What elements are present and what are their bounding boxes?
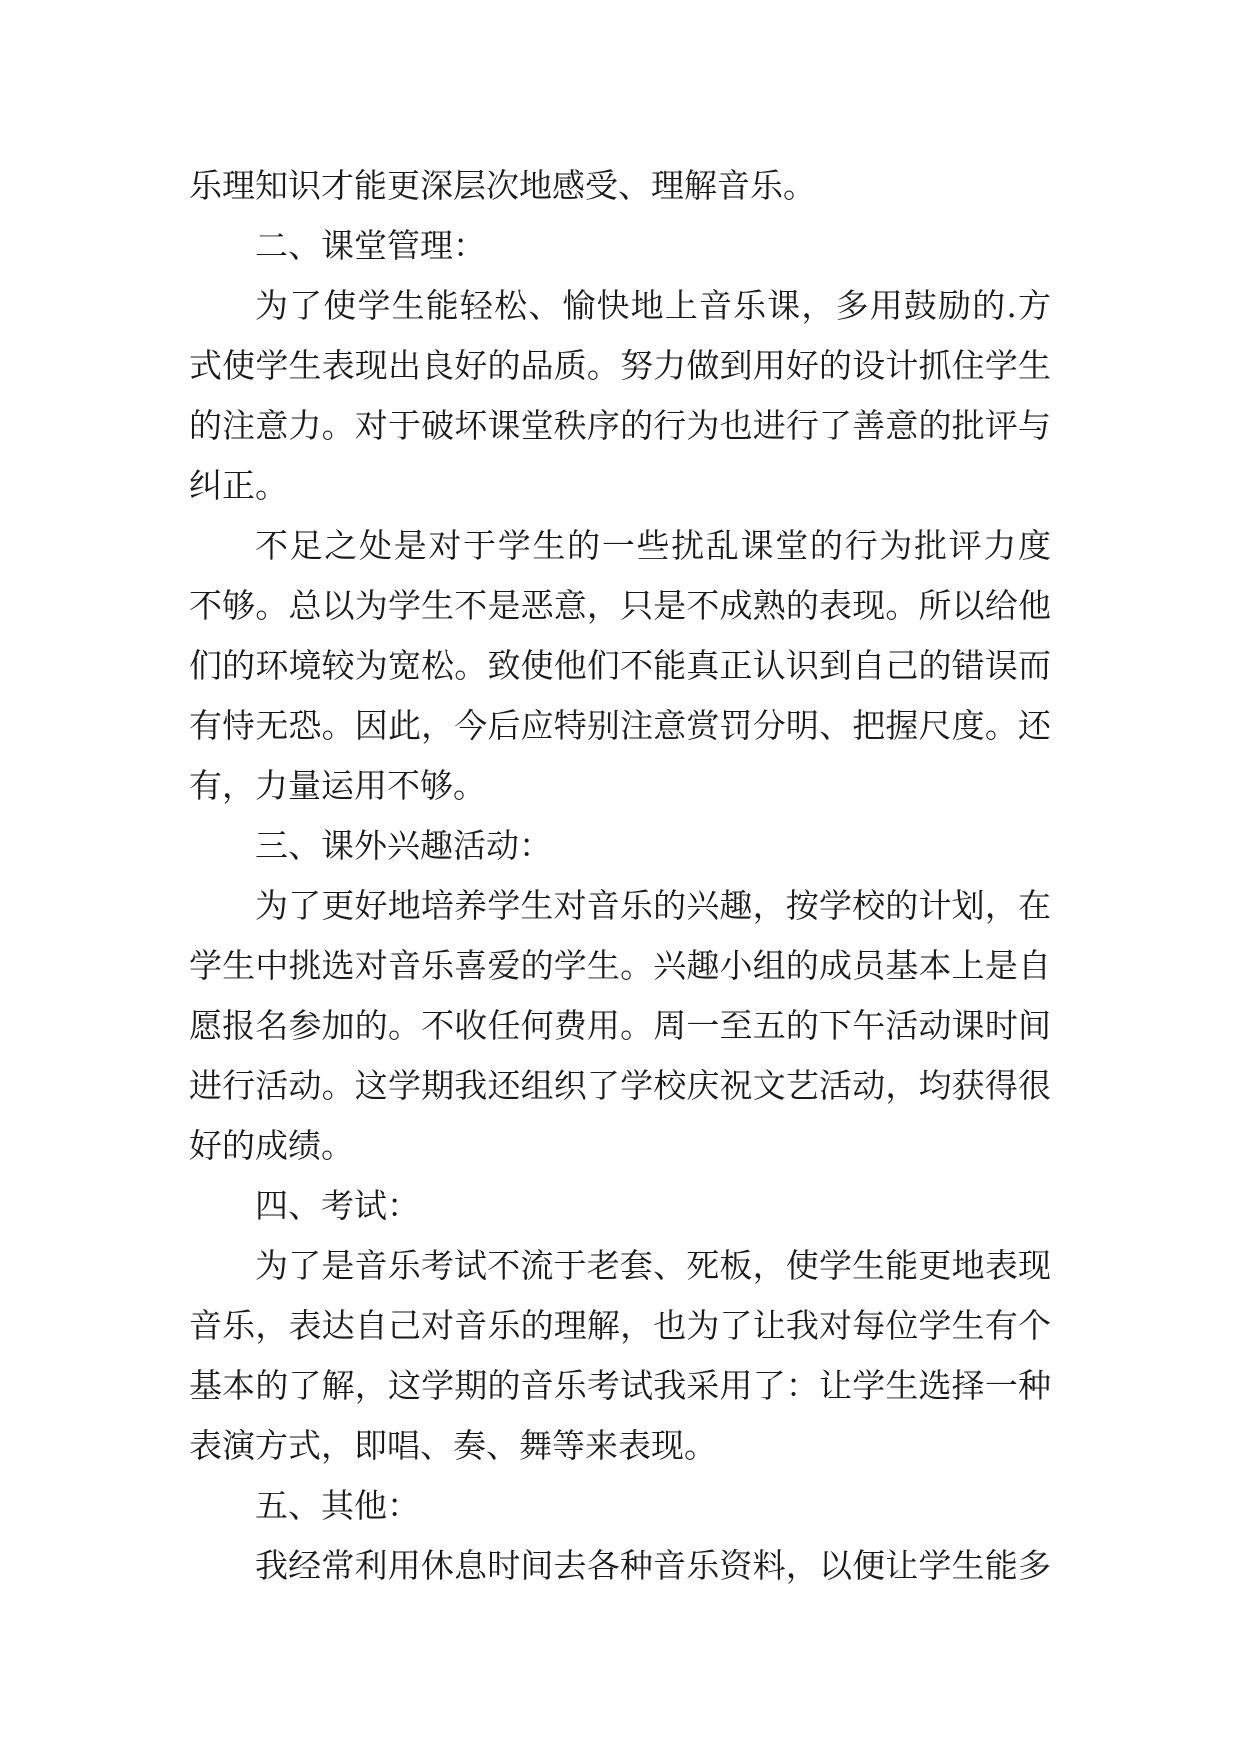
text-line: 有恃无恐。因此，今后应特别注意赏罚分明、把握尺度。还 xyxy=(189,706,1051,745)
text-line: 音乐，表达自己对音乐的理解，也为了让我对每位学生有个 xyxy=(189,1306,1051,1345)
text-line: 为了使学生能轻松、愉快地上音乐课，多用鼓励的.方 xyxy=(255,286,1051,325)
text-line: 我经常利用休息时间去各种音乐资料，以便让学生能多 xyxy=(255,1546,1051,1585)
text-line: 二、课堂管理： xyxy=(255,226,486,265)
text-line: 式使学生表现出良好的品质。努力做到用好的设计抓住学生 xyxy=(189,346,1051,385)
text-line: 进行活动。这学期我还组织了学校庆祝文艺活动，均获得很 xyxy=(189,1066,1051,1105)
text-line: 不够。总以为学生不是恶意，只是不成熟的表现。所以给他 xyxy=(189,586,1051,625)
text-line: 们的环境较为宽松。致使他们不能真正认识到自己的错误而 xyxy=(189,646,1051,685)
text-line: 为了是音乐考试不流于老套、死板，使学生能更地表现 xyxy=(255,1246,1051,1285)
text-line: 好的成绩。 xyxy=(189,1126,354,1165)
text-line: 纠正。 xyxy=(189,466,288,505)
text-line: 学生中挑选对音乐喜爱的学生。兴趣小组的成员基本上是自 xyxy=(189,946,1051,985)
text-line: 乐理知识才能更深层次地感受、理解音乐。 xyxy=(189,166,816,205)
text-line: 三、课外兴趣活动： xyxy=(255,826,552,865)
document-body xyxy=(189,156,1051,1596)
text-line: 愿报名参加的。不收任何费用。周一至五的下午活动课时间 xyxy=(189,1006,1051,1045)
text-line: 的注意力。对于破坏课堂秩序的行为也进行了善意的批评与 xyxy=(189,406,1051,445)
text-line: 表演方式，即唱、奏、舞等来表现。 xyxy=(189,1426,717,1465)
text-line: 基本的了解，这学期的音乐考试我采用了：让学生选择一种 xyxy=(189,1366,1051,1405)
text-line: 不足之处是对于学生的一些扰乱课堂的行为批评力度 xyxy=(255,526,1051,565)
text-line: 为了更好地培养学生对音乐的兴趣，按学校的计划，在 xyxy=(255,886,1051,925)
text-line: 有，力量运用不够。 xyxy=(189,766,486,805)
text-line: 五、其他： xyxy=(255,1486,420,1525)
text-line: 四、考试： xyxy=(255,1186,420,1225)
